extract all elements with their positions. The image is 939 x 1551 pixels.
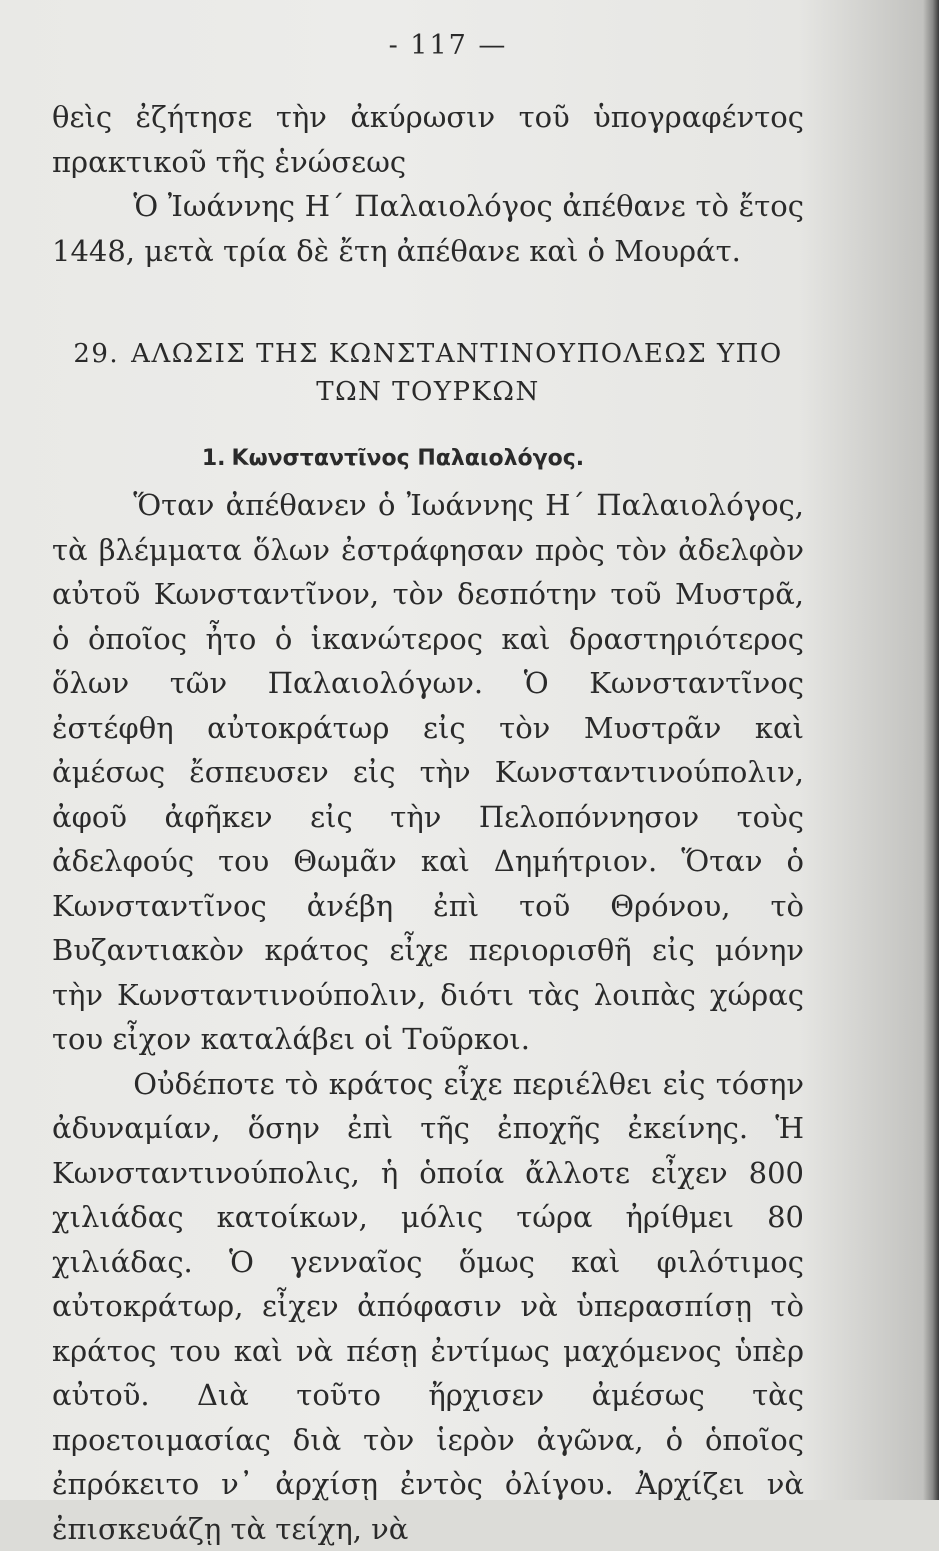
subsection-number: 1.	[202, 446, 226, 471]
subsection-heading	[52, 441, 804, 477]
page-text	[52, 30, 804, 1551]
section-title: ΑΛΩΣΙΣ ΤΗΣ ΚΩΝΣΤΑΝΤΙΝΟΥΠΟΛΕΩΣ ΥΠΟ ΤΩΝ ΤΟΥΡΚΩΝ	[131, 339, 783, 407]
paragraph-continuation: θεὶς ἐζήτησε τὴν ἀκύρωσιν τοῦ ὑπογραφέντος πρακτικοῦ τῆς ἑνώσεως	[52, 95, 804, 184]
paragraph-konstantinos: Ὅταν ἀπέθανεν ὁ Ἰωάννης Η΄ Παλαιολόγος, τὰ βλέμματα ὅλων ἐστράφησαν πρὸς τὸν ἀδελφὸν αὐτοῦ Κωνσταντῖνον, τὸν δεσπότην τοῦ Μυστρᾶ, ὁ ὁποῖος ἦτο ὁ ἱκανώτερος καὶ δραστηριότερος ὅλων τῶν Παλαιολόγων. Ὁ Κωνσταντῖνος ἐστέφθη αὐτοκράτωρ εἰς τὸν Μυστρᾶν καὶ ἀμέσως ἔσπευσεν εἰς τὴν Κωνσταντινούπολιν, ἀφοῦ ἀφῆκεν εἰς τὴν Πελοπόννησον τοὺς ἀδελφούς του Θωμᾶν καὶ Δημήτριον. Ὅταν ὁ Κωνσταντῖνος ἀνέβη ἐπὶ τοῦ Θρόνου, τὸ Βυζαντιακὸν κράτος εἶχε περιορισθῆ εἰς μόνην τὴν Κωνσταντινούπολιν, διότι τὰς λοιπὰς χώρας του εἶχον καταλάβει οἱ Τοῦρκοι.	[52, 483, 804, 1062]
page-number: - 117 —	[52, 30, 804, 61]
section-number: 29.	[73, 339, 119, 369]
paragraph-ioannis-death: Ὁ Ἰωάννης Η΄ Παλαιολόγος ἀπέθανε τὸ ἔτος 1448, μετὰ τρία δὲ ἔτη ἀπέθανε καὶ ὁ Μουράτ.	[52, 184, 804, 273]
section-heading	[52, 335, 804, 411]
subsection-title: Κωνσταντῖνος Παλαιολόγος.	[232, 446, 585, 471]
page-binding-shadow	[923, 0, 939, 1500]
paragraph-weakness: Οὐδέποτε τὸ κράτος εἶχε περιέλθει εἰς τόσην ἀδυναμίαν, ὅσην ἐπὶ τῆς ἐποχῆς ἐκείνης. Ἡ Κωνσταντινούπολις, ἡ ὁποία ἄλλοτε εἶχεν 800 χιλιάδας κατοίκων, μόλις τώρα ἠρίθμει 80 χιλιάδας. Ὁ γενναῖος ὅμως καὶ φιλότιμος αὐτοκράτωρ, εἶχεν ἀπόφασιν νὰ ὑπερασπίσῃ τὸ κράτος του καὶ νὰ πέσῃ ἐντίμως μαχόμενος ὑπὲρ αὐτοῦ. Διὰ τοῦτο ἤρχισεν ἀμέσως τὰς προετοιμασίας διὰ τὸν ἱερὸν ἀγῶνα, ὁ ὁποῖος ἐπρόκειτο ν᾽ ἀρχίσῃ ἐντὸς ὀλίγου. Ἀρχίζει νὰ ἐπισκευάζῃ τὰ τείχη, νὰ	[52, 1062, 804, 1551]
